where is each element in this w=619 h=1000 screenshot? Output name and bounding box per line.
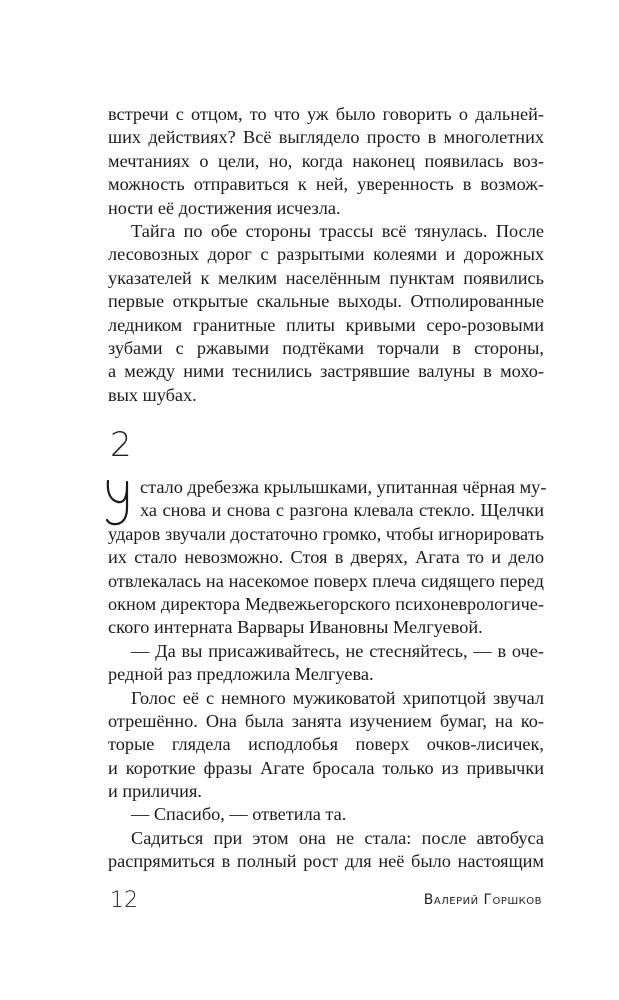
text-line: ского интерната Варвары Ивановны Мелгуевой. (108, 617, 483, 638)
text-line: встречи с отцом, то что уж было говорить о дальней- (108, 104, 544, 124)
text-line: стало дребезжа крылышками, упитанная чёрная му- (140, 477, 547, 497)
chapter-number: 2 (110, 425, 132, 465)
text-line: и приличия. (108, 781, 202, 802)
paragraph-block-top (108, 103, 544, 407)
text-line: ударов звучали достаточно громко, чтобы игнорировать (108, 523, 544, 544)
text-line: отвлекалась на насекомое поверх плеча сидящего перед (108, 570, 544, 591)
text-line: Тайга по обе стороны трассы всё тянулась. После (131, 220, 544, 241)
text-line: торые глядела исподлобья поверх очков-лисичек, (108, 734, 544, 755)
page-number: 12 (110, 888, 138, 913)
text-line: указателей к мелким населённым пунктам появились (108, 267, 544, 288)
text-line: ности её достижения исчезла. (108, 197, 341, 218)
text-line: и короткие фразы Агате бросала только из привычки (108, 757, 544, 778)
text-line: зубами с ржавыми подтёками торчали в стороны, (108, 337, 544, 358)
text-line: ледником гранитные плиты кривыми серо-розовыми (108, 314, 544, 335)
text-line: распрямиться в полный рост для неё было настоящим (108, 851, 544, 872)
text-line: редной раз предложила Мелгуева. (108, 664, 374, 685)
text-line: окном директора Медвежьегорского психоневрологиче- (108, 593, 544, 614)
text-line: Голос её с немного мужиковатой хрипотцой звучал (131, 687, 544, 708)
paragraph-block-chapter (108, 476, 547, 874)
text-line: лесовозных дорог с разрытыми колеями и дорожных (108, 244, 544, 265)
text-line: их стало невозможно. Стоя в дверях, Агата то и дело (108, 547, 544, 568)
text-line: отрешённо. Она была занята изучением бумаг, на ко- (108, 710, 544, 731)
text-line: первые открытые скальные выходы. Отполированные (108, 291, 544, 312)
text-line: — Да вы присаживайтесь, не стесняйтесь, — в оче- (131, 640, 544, 661)
text-line: вых шубах. (108, 384, 197, 405)
text-line: а между ними теснились застрявшие валуны в мохо- (108, 361, 544, 382)
text-line: мечтаниях о цели, но, когда наконец появилась воз- (108, 150, 544, 171)
text-line: можность отправиться к ней, уверенность в возмож- (108, 174, 544, 195)
text-line: ха снова и снова с разгона клевала стекло. Щелчки (140, 500, 544, 521)
running-head-author: Валерий Горшков (423, 892, 542, 908)
text-line: ших действиях? Всё выглядело просто в многолетних (108, 127, 544, 148)
text-line: Садиться при этом она не стала: после автобуса (131, 827, 544, 848)
text-line: — Спасибо, — ответила та. (131, 804, 347, 825)
